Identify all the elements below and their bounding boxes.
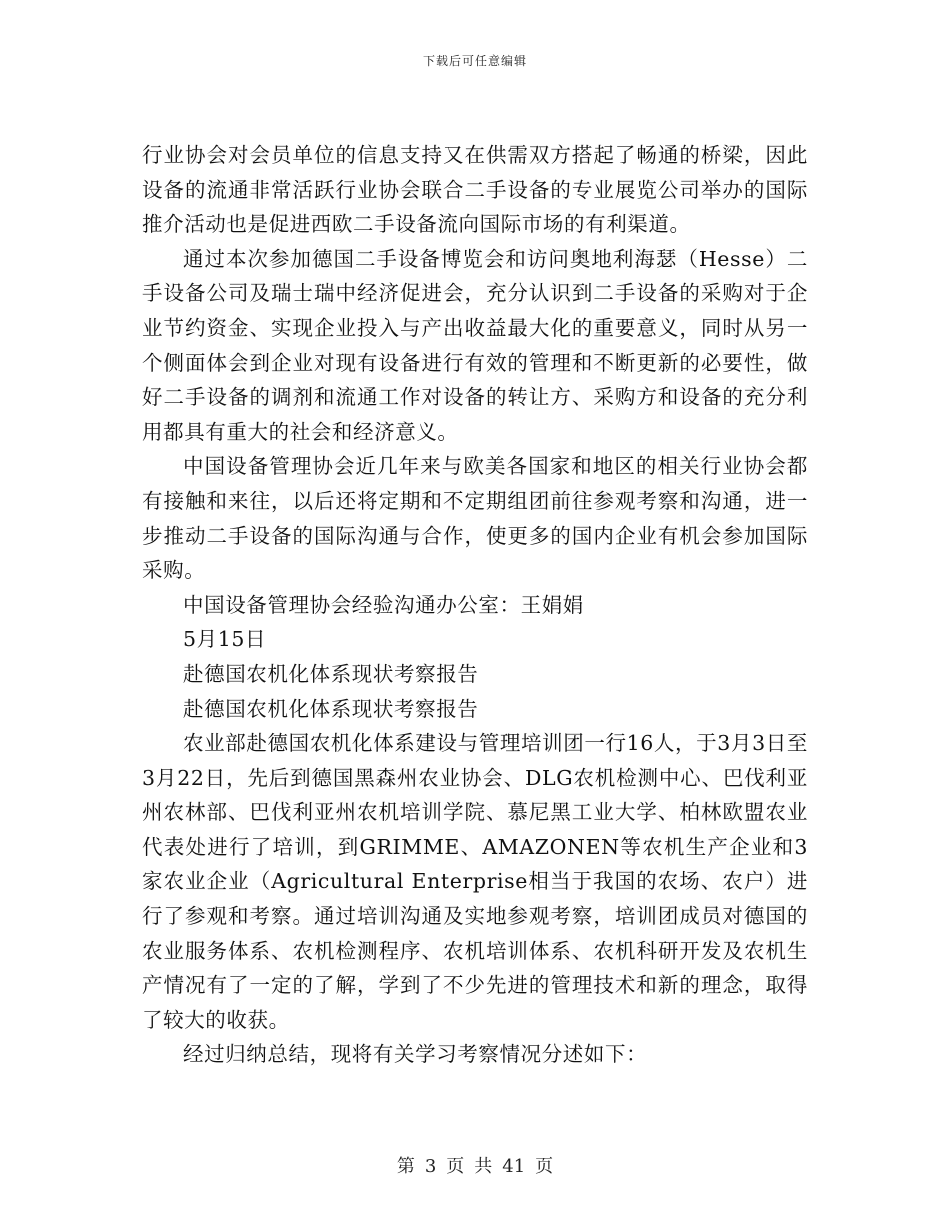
footer-current-page: 3 [424, 1156, 437, 1177]
document-body [142, 138, 808, 1072]
paragraph-training-delegation: 农业部赴德国农机化体系建设与管理培训团一行16人，于3月3日至3月22日，先后到德国黑森州农业协会、DLG农机检测中心、巴伐利亚州农林部、巴伐利亚州农机培训学院、慕尼黑工业大学、柏林欧盟农业代表处进行了培训，到GRIMME、AMAZONEN等农机生产企业和3家农业企业（Agricultural Enterprise相当于我国的农场、农户）进行了参观和考察。通过培训沟通及实地参观考察，培训团成员对德国的农业服务体系、农机检测程序、农机培训体系、农机科研开发及农机生产情况有了一定的了解，学到了不少先进的管理技术和新的理念，取得了较大的收获。 [142, 731, 808, 1032]
page-footer [0, 1152, 950, 1178]
footer-label-total: 共 [474, 1156, 493, 1177]
footer-label-unit: 页 [446, 1156, 465, 1177]
header-note: 下载后可任意编辑 [422, 54, 527, 68]
signature-office: 中国设备管理协会经验沟通办公室：王娟娟 [183, 592, 584, 617]
paragraph-association-outlook: 中国设备管理协会近几年来与欧美各国家和地区的相关行业协会都有接触和来往，以后还将定期和不定期组团前往参观考察和沟通，进一步推动二手设备的国际沟通与合作，使更多的国内企业有机会参加国际采购。 [142, 454, 808, 583]
report-title-repeat: 赴德国农机化体系现状考察报告 [183, 696, 479, 721]
footer-label-page: 第 [396, 1156, 415, 1177]
paragraph-trip-summary: 通过本次参加德国二手设备博览会和访问奥地利海瑟（Hesse）二手设备公司及瑞士瑞中经济促进会，充分认识到二手设备的采购对于企业节约资金、实现企业投入与产出收益最大化的重要意义，同时从另一个侧面体会到企业对现有设备进行有效的管理和不断更新的必要性，做好二手设备的调剂和流通工作对设备的转让方、采购方和设备的充分利用都具有重大的社会和经济意义。 [142, 246, 808, 444]
footer-total-pages: 41 [502, 1156, 526, 1177]
paragraph-summary-intro: 经过归纳总结，现将有关学习考察情况分述如下： [183, 1042, 648, 1067]
page-header [0, 52, 950, 69]
signature-date: 5月15日 [183, 627, 267, 652]
report-title: 赴德国农机化体系现状考察报告 [183, 661, 479, 686]
footer-label-unit2: 页 [535, 1156, 554, 1177]
paragraph-continued: 行业协会对会员单位的信息支持又在供需双方搭起了畅通的桥梁，因此设备的流通非常活跃行业协会联合二手设备的专业展览公司举办的国际推介活动也是促进西欧二手设备流向国际市场的有利渠道。 [142, 143, 808, 237]
